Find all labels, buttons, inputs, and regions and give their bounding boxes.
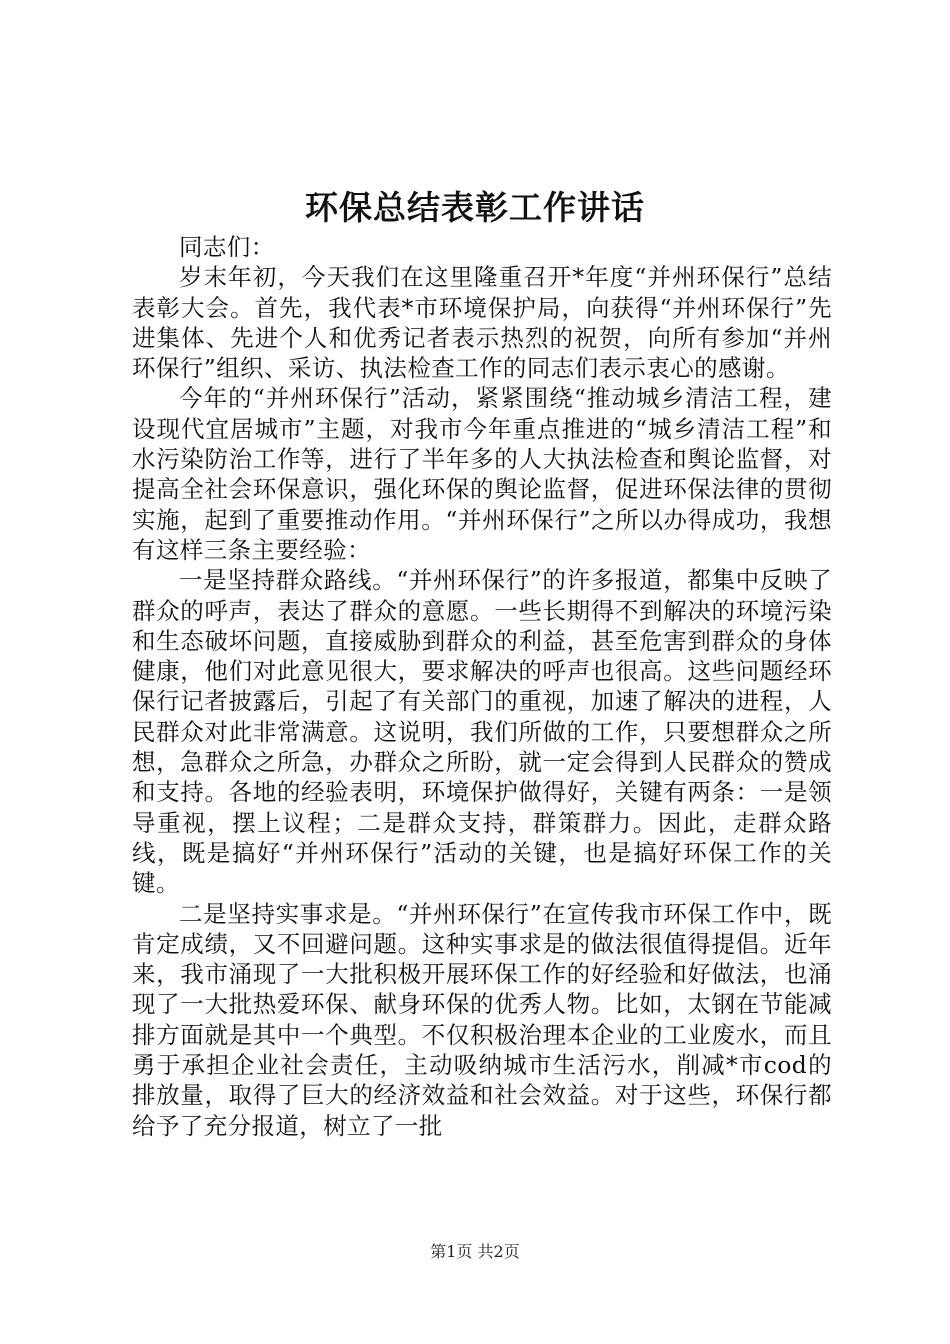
document-title: 环保总结表彰工作讲话 bbox=[305, 188, 645, 227]
paragraph-1: 岁末年初，今天我们在这里隆重召开*年度“并州环保行”总结表彰大会。首先，我代表*市环境保护局，向获得“并州环保行”先进集体、先进个人和优秀记者表示热烈的祝贺，向所有参加“并州环保行”组织、采访、执法检查工作的同志们表示衷心的感谢。 bbox=[132, 263, 832, 383]
paragraph-3: 一是坚持群众路线。“并州环保行”的许多报道，都集中反映了群众的呼声，表达了群众的意愿。一些长期得不到解决的环境污染和生态破坏问题，直接威胁到群众的利益，甚至危害到群众的身体健康，他们对此意见很大，要求解决的呼声也很高。这些问题经环保行记者披露后，引起了有关部门的重视，加速了解决的进程，人民群众对此非常满意。这说明，我们所做的工作，只要想群众之所想，急群众之所急，办群众之所盼，就一定会得到人民群众的赞成和支持。各地的经验表明，环境保护做得好，关键有两条：一是领导重视，摆上议程；二是群众支持，群策群力。因此，走群众路线，既是搞好“并州环保行”活动的关键，也是搞好环保工作的关键。 bbox=[132, 566, 832, 898]
paragraph-2: 今年的“并州环保行”活动，紧紧围绕“推动城乡清洁工程，建设现代宜居城市”主题，对我市今年重点推进的“城乡清洁工程”和水污染防治工作等，进行了半年多的人大执法检查和舆论监督，对提高全社会环保意识，强化环保的舆论监督，促进环保法律的贯彻实施，起到了重要推动作用。“并州环保行”之所以办得成功，我想有这样三条主要经验： bbox=[132, 384, 832, 564]
paragraph-4: 二是坚持实事求是。“并州环保行”在宣传我市环保工作中，既肯定成绩，又不回避问题。这种实事求是的做法很值得提倡。近年来，我市涌现了一大批积极开展环保工作的好经验和好做法，也涌现了一大批热爱环保、献身环保的优秀人物。比如，太钢在节能减排方面就是其中一个典型。不仅积极治理本企业的工业废水，而且勇于承担企业社会责任，主动吸纳城市生活污水，削减*市cod的排放量，取得了巨大的经济效益和社会效益。对于这些，环保行都给予了充分报道，树立了一批 bbox=[132, 899, 832, 1140]
salutation: 同志们： bbox=[179, 233, 275, 261]
document-body bbox=[132, 232, 832, 1141]
page-footer: 第1页 共2页 bbox=[430, 1242, 520, 1261]
